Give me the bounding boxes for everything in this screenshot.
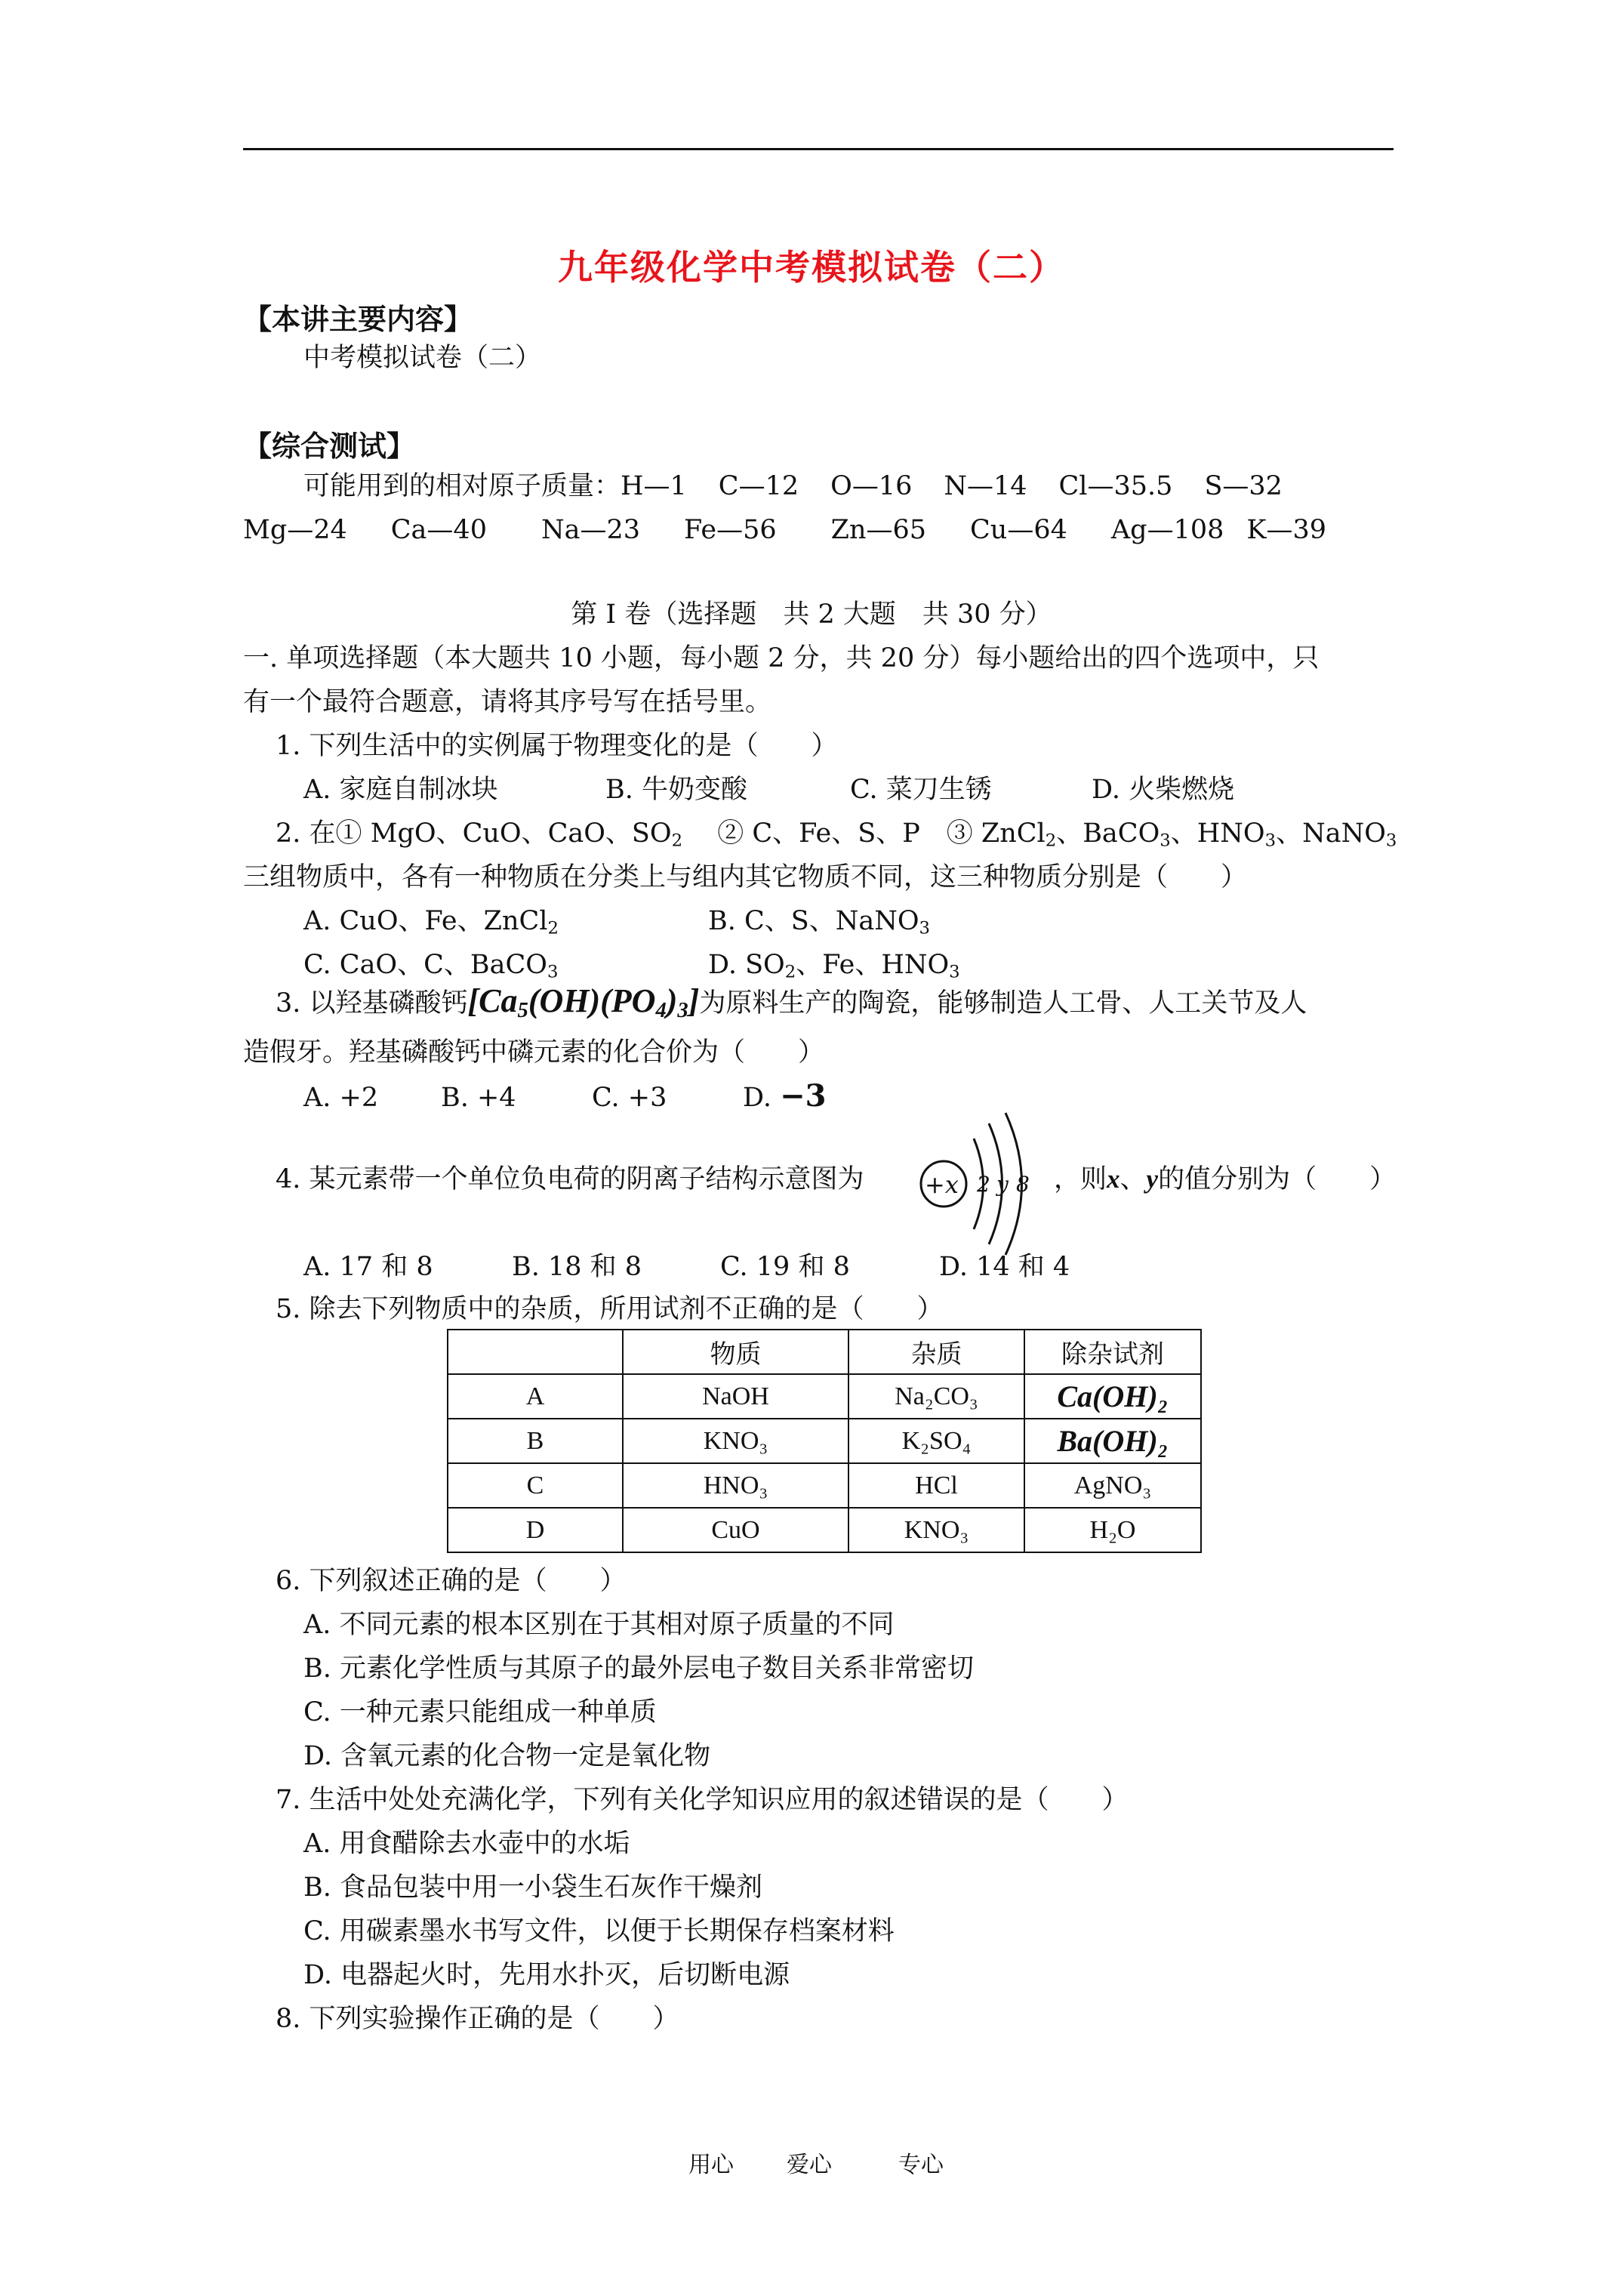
intro-content: 中考模拟试卷（二） bbox=[303, 343, 542, 373]
shell-2-electrons: y bbox=[996, 1172, 1009, 1197]
mass-item: O—16 bbox=[830, 471, 913, 501]
table-cell: HCl bbox=[848, 1463, 1024, 1508]
q6-option-b: B. 元素化学性质与其原子的最外层电子数目关系非常密切 bbox=[303, 1653, 974, 1684]
table-header: 杂质 bbox=[848, 1330, 1024, 1374]
table-header bbox=[448, 1330, 623, 1374]
table-cell: K₂SO₄ bbox=[848, 1419, 1024, 1463]
table-cell: KNO₃ bbox=[848, 1508, 1024, 1552]
mass-item: Zn—65 bbox=[830, 515, 927, 545]
shell-1-electrons: 2 bbox=[977, 1172, 990, 1197]
q5-stem: 5. 除去下列物质中的杂质，所用试剂不正确的是（ ） bbox=[276, 1294, 944, 1324]
q1-stem: 1. 下列生活中的实例属于物理变化的是（ ） bbox=[276, 731, 838, 761]
footer-item: 专心 bbox=[898, 2152, 944, 2178]
q7-option-c: C. 用碳素墨水书写文件，以便于长期保存档案材料 bbox=[303, 1916, 895, 1946]
section1-line-2: 有一个最符合题意，请将其序号写在括号里。 bbox=[243, 687, 772, 717]
q3-suffix: 为原料生产的陶瓷，能够制造人工骨、人工关节及人 bbox=[699, 988, 1307, 1019]
table-cell: Ba(OH)₂ bbox=[1024, 1419, 1201, 1463]
q4-stem-text: 4. 某元素带一个单位负电荷的阴离子结构示意图为 bbox=[276, 1164, 864, 1194]
q3-option-d: D. bbox=[743, 1083, 771, 1113]
shell-3-electrons: 8 bbox=[1016, 1172, 1030, 1197]
subscript: 2 bbox=[1045, 831, 1057, 851]
section1-line-1: 一. 单项选择题（本大题共 10 小题，每小题 2 分，共 20 分）每小题给出的四个选项中，只 bbox=[243, 643, 1320, 673]
part1-heading: 第 I 卷（选择题 共 2 大题 共 30 分） bbox=[571, 599, 1052, 630]
subscript: 2 bbox=[671, 831, 683, 851]
q3-stem bbox=[276, 982, 1307, 1023]
q4-options bbox=[303, 1250, 1070, 1284]
q2-stem bbox=[276, 817, 1397, 850]
table-cell: H₂O bbox=[1024, 1508, 1201, 1552]
q1-option-a: A. 家庭自制冰块 bbox=[303, 775, 498, 805]
subscript: 3 bbox=[1160, 831, 1171, 851]
mass-item: C—12 bbox=[718, 471, 799, 501]
page-title: 九年级化学中考模拟试卷（二） bbox=[558, 247, 1065, 288]
q3-option-c: C. +3 bbox=[592, 1083, 667, 1113]
q2-part: 、BaCO bbox=[1056, 818, 1160, 849]
q7-option-b: B. 食品包装中用一小袋生石灰作干燥剂 bbox=[303, 1872, 762, 1903]
q3-line-2: 造假牙。羟基磷酸钙中磷元素的化合价为（ ） bbox=[243, 1037, 825, 1068]
variable-y: y bbox=[1146, 1164, 1159, 1194]
hydroxyapatite-formula: $[Ca_5(OH)(PO_4)_3]$ bbox=[467, 982, 700, 1023]
mass-item: Cu—64 bbox=[970, 515, 1067, 545]
atomic-mass-line-2 bbox=[243, 513, 1326, 547]
table-cell: CuO bbox=[623, 1508, 848, 1552]
intro-heading: 【本讲主要内容】 bbox=[243, 302, 473, 336]
q2-part: 、NaNO bbox=[1276, 818, 1386, 849]
q8-stem: 8. 下列实验操作正确的是（ ） bbox=[276, 2004, 679, 2034]
table-row bbox=[448, 1463, 1201, 1508]
table-cell: D bbox=[448, 1508, 623, 1552]
q4-option-a: A. 17 和 8 bbox=[303, 1252, 433, 1282]
q2-option-c: C. CaO、C、BaCO$_3$ bbox=[303, 950, 559, 982]
q4-option-d: D. 14 和 4 bbox=[939, 1252, 1070, 1282]
table-cell: A bbox=[448, 1374, 623, 1419]
mass-item: Ag—108 bbox=[1110, 515, 1224, 545]
mass-item: Ca—40 bbox=[390, 515, 487, 545]
mass-item: K—39 bbox=[1246, 515, 1327, 545]
q6-option-d: D. 含氧元素的化合物一定是氧化物 bbox=[303, 1741, 711, 1771]
q2-group-1: 2. 在① MgO、CuO、CaO、SO bbox=[276, 818, 672, 849]
nucleus-label: +x bbox=[925, 1170, 959, 1199]
mass-item: Fe—56 bbox=[684, 515, 777, 545]
q6-option-c: C. 一种元素只能组成一种单质 bbox=[303, 1697, 657, 1727]
table-cell: B bbox=[448, 1419, 623, 1463]
q3-option-b: B. +4 bbox=[441, 1083, 516, 1113]
mass-item: 可能用到的相对原子质量：H—1 bbox=[303, 471, 687, 501]
q7-option-d: D. 电器起火时，先用水扑灭，后切断电源 bbox=[303, 1960, 790, 1990]
q3-option-d-value: −3 bbox=[780, 1078, 827, 1114]
ion-structure-diagram bbox=[913, 1108, 1049, 1259]
subscript: 3 bbox=[1264, 831, 1277, 851]
q2-part: 、HNO bbox=[1170, 818, 1265, 849]
table-cell: HNO₃ bbox=[623, 1463, 848, 1508]
table-cell: NaOH bbox=[623, 1374, 848, 1419]
atomic-mass-line-1 bbox=[303, 470, 1283, 503]
q2-option-b: B. C、S、NaNO$_3$ bbox=[708, 906, 931, 938]
q3-prefix: 3. 以羟基磷酸钙 bbox=[276, 988, 468, 1019]
table-cell: C bbox=[448, 1463, 623, 1508]
q2-option-d: D. $SO_2$、Fe、$HNO_3$ bbox=[708, 950, 960, 982]
q6-option-a: A. 不同元素的根本区别在于其相对原子质量的不同 bbox=[303, 1610, 895, 1640]
table-header-row bbox=[448, 1330, 1201, 1374]
table-cell: KNO₃ bbox=[623, 1419, 848, 1463]
table-row bbox=[448, 1374, 1201, 1419]
q4-option-b: B. 18 和 8 bbox=[512, 1252, 642, 1282]
q6-stem: 6. 下列叙述正确的是（ ） bbox=[276, 1566, 627, 1596]
q1-option-d: D. 火柴燃烧 bbox=[1092, 775, 1235, 805]
footer-item: 用心 bbox=[688, 2152, 734, 2178]
q3-options bbox=[303, 1080, 826, 1114]
mass-item: Mg—24 bbox=[243, 515, 347, 545]
mass-item: S—32 bbox=[1204, 471, 1283, 501]
q4-stem-tail: ，则x、y的值分别为（ ） bbox=[1054, 1164, 1397, 1194]
mass-item: Cl—35.5 bbox=[1058, 471, 1173, 501]
table-header: 物质 bbox=[623, 1330, 848, 1374]
mass-item: N—14 bbox=[944, 471, 1027, 501]
header-rule bbox=[243, 148, 1394, 150]
table-row bbox=[448, 1508, 1201, 1552]
q7-stem: 7. 生活中处处充满化学，下列有关化学知识应用的叙述错误的是（ ） bbox=[276, 1785, 1129, 1815]
q1-options bbox=[303, 773, 1234, 806]
footer-item: 爱心 bbox=[787, 2152, 832, 2178]
impurity-table bbox=[447, 1329, 1202, 1553]
q2-option-a: A. CuO、Fe、ZnCl$_2$ bbox=[303, 906, 559, 938]
table-row bbox=[448, 1419, 1201, 1463]
table-cell: Na₂CO₃ bbox=[848, 1374, 1024, 1419]
table-header: 除杂试剂 bbox=[1024, 1330, 1201, 1374]
mass-item: Na—23 bbox=[540, 515, 640, 545]
q4-stem bbox=[276, 1163, 864, 1196]
q4-option-c: C. 19 和 8 bbox=[720, 1252, 850, 1282]
q3-option-a: A. +2 bbox=[303, 1083, 379, 1113]
variable-x: x bbox=[1107, 1164, 1120, 1194]
subscript: 3 bbox=[1385, 831, 1397, 851]
table-cell: Ca(OH)₂ bbox=[1024, 1374, 1201, 1419]
q2-line-2: 三组物质中，各有一种物质在分类上与组内其它物质不同，这三种物质分别是（ ） bbox=[243, 862, 1248, 892]
q7-option-a: A. 用食醋除去水壶中的水垢 bbox=[303, 1829, 630, 1859]
q1-option-c: C. 菜刀生锈 bbox=[850, 775, 992, 805]
test-heading: 【综合测试】 bbox=[243, 429, 416, 463]
q1-option-b: B. 牛奶变酸 bbox=[605, 775, 747, 805]
table-cell: AgNO₃ bbox=[1024, 1463, 1201, 1508]
q2-group-2-3: ② C、Fe、S、P ③ ZnCl bbox=[717, 818, 1046, 849]
